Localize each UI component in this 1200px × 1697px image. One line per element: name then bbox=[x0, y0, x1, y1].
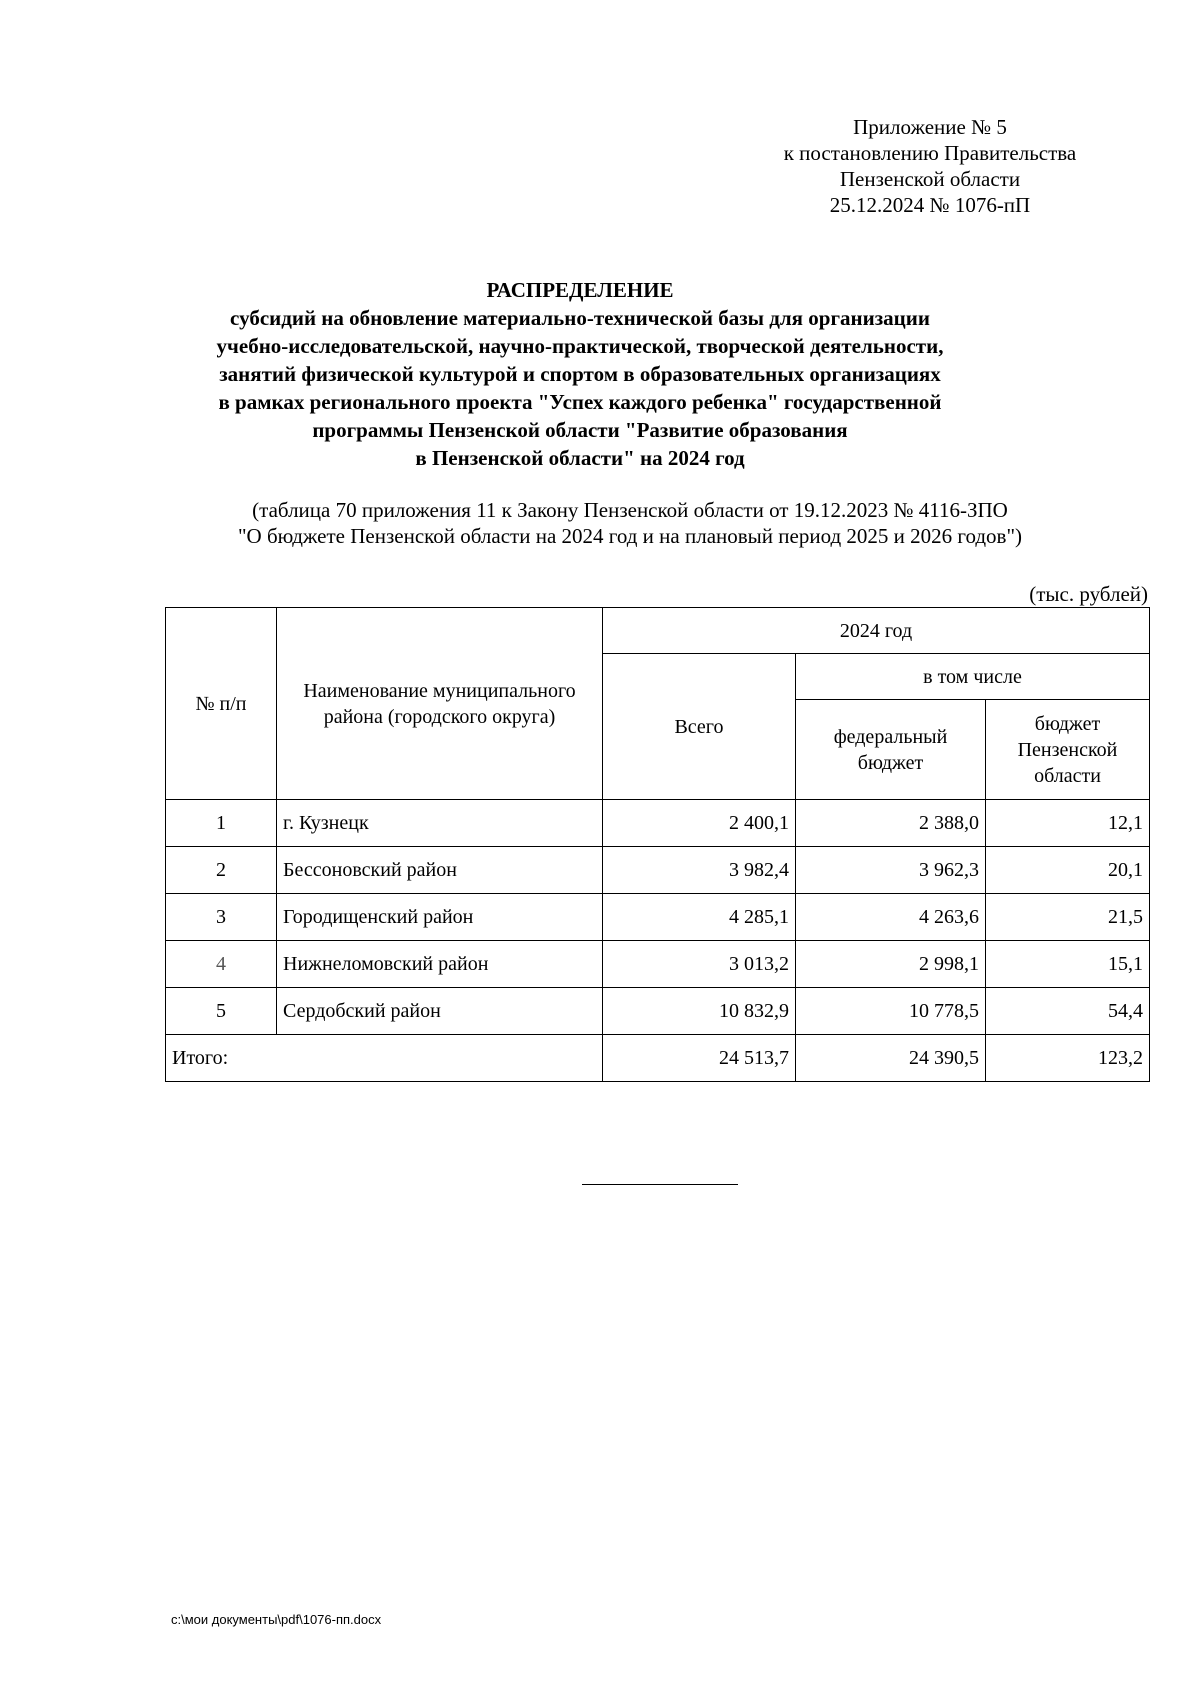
cell-federal: 3 962,3 bbox=[796, 847, 986, 894]
cell-name: г. Кузнецк bbox=[277, 800, 603, 847]
cell-federal: 4 263,6 bbox=[796, 894, 986, 941]
header-total: Всего bbox=[603, 654, 796, 800]
cell-total: 10 832,9 bbox=[603, 988, 796, 1035]
document-title bbox=[160, 276, 1000, 472]
cell-regional: 15,1 bbox=[986, 941, 1150, 988]
cell-num: 5 bbox=[166, 988, 277, 1035]
totals-row bbox=[166, 1035, 1150, 1082]
source-reference bbox=[150, 497, 1110, 549]
header-num: № п/п bbox=[166, 608, 277, 800]
source-line: (таблица 70 приложения 11 к Закону Пензенской области от 19.12.2023 № 4116-ЗПО bbox=[252, 498, 1008, 522]
header-federal: федеральный бюджет bbox=[796, 700, 986, 800]
title-line: учебно-исследовательской, научно-практической, творческой деятельности, bbox=[216, 334, 944, 358]
source-line: "О бюджете Пензенской области на 2024 год и на плановый период 2025 и 2026 годов") bbox=[237, 524, 1023, 548]
totals-label: Итого: bbox=[166, 1035, 603, 1082]
table-row bbox=[166, 988, 1150, 1035]
units-label: (тыс. рублей) bbox=[1029, 582, 1148, 606]
table-row bbox=[166, 941, 1150, 988]
distribution-table bbox=[165, 607, 1150, 1082]
table-row bbox=[166, 800, 1150, 847]
table-row bbox=[166, 847, 1150, 894]
cell-federal: 2 388,0 bbox=[796, 800, 986, 847]
header-including: в том числе bbox=[796, 654, 1150, 700]
title-line: в рамках регионального проекта "Успех каждого ребенка" государственной bbox=[218, 390, 942, 414]
cell-num: 3 bbox=[166, 894, 277, 941]
totals-regional: 123,2 bbox=[986, 1035, 1150, 1082]
cell-total: 3 013,2 bbox=[603, 941, 796, 988]
title-heading: РАСПРЕДЕЛЕНИЕ bbox=[486, 278, 674, 302]
title-line: занятий физической культурой и спортом в образовательных организациях bbox=[219, 362, 941, 386]
cell-name: Сердобский район bbox=[277, 988, 603, 1035]
header-name: Наименование муниципального района (городского округа) bbox=[277, 608, 603, 800]
totals-total: 24 513,7 bbox=[603, 1035, 796, 1082]
cell-total: 2 400,1 bbox=[603, 800, 796, 847]
cell-regional: 20,1 bbox=[986, 847, 1150, 894]
table-row bbox=[166, 894, 1150, 941]
footer-file-path: c:\мои документы\pdf\1076-пп.docx bbox=[171, 1612, 382, 1627]
cell-total: 3 982,4 bbox=[603, 847, 796, 894]
title-line: программы Пензенской области "Развитие образования bbox=[312, 418, 848, 442]
header-year: 2024 год bbox=[603, 608, 1150, 654]
cell-regional: 12,1 bbox=[986, 800, 1150, 847]
appendix-line: Пензенской области bbox=[839, 167, 1021, 191]
cell-federal: 10 778,5 bbox=[796, 988, 986, 1035]
cell-total: 4 285,1 bbox=[603, 894, 796, 941]
appendix-line: Приложение № 5 bbox=[853, 115, 1007, 139]
title-line: в Пензенской области" на 2024 год bbox=[415, 446, 745, 470]
cell-num: 1 bbox=[166, 800, 277, 847]
appendix-line: к постановлению Правительства bbox=[783, 141, 1077, 165]
appendix-block bbox=[760, 114, 1100, 218]
title-line: субсидий на обновление материально-технической базы для организации bbox=[230, 306, 930, 330]
cell-regional: 54,4 bbox=[986, 988, 1150, 1035]
cell-federal: 2 998,1 bbox=[796, 941, 986, 988]
closing-separator-line bbox=[582, 1184, 738, 1185]
header-row bbox=[166, 608, 1150, 654]
cell-name: Нижнеломовский район bbox=[277, 941, 603, 988]
header-regional: бюджет Пензенской области bbox=[986, 700, 1150, 800]
cell-num: 4 bbox=[166, 941, 277, 988]
appendix-date-number: 25.12.2024 № 1076-пП bbox=[829, 193, 1031, 217]
cell-name: Городищенский район bbox=[277, 894, 603, 941]
cell-name: Бессоновский район bbox=[277, 847, 603, 894]
cell-num: 2 bbox=[166, 847, 277, 894]
cell-regional: 21,5 bbox=[986, 894, 1150, 941]
totals-federal: 24 390,5 bbox=[796, 1035, 986, 1082]
